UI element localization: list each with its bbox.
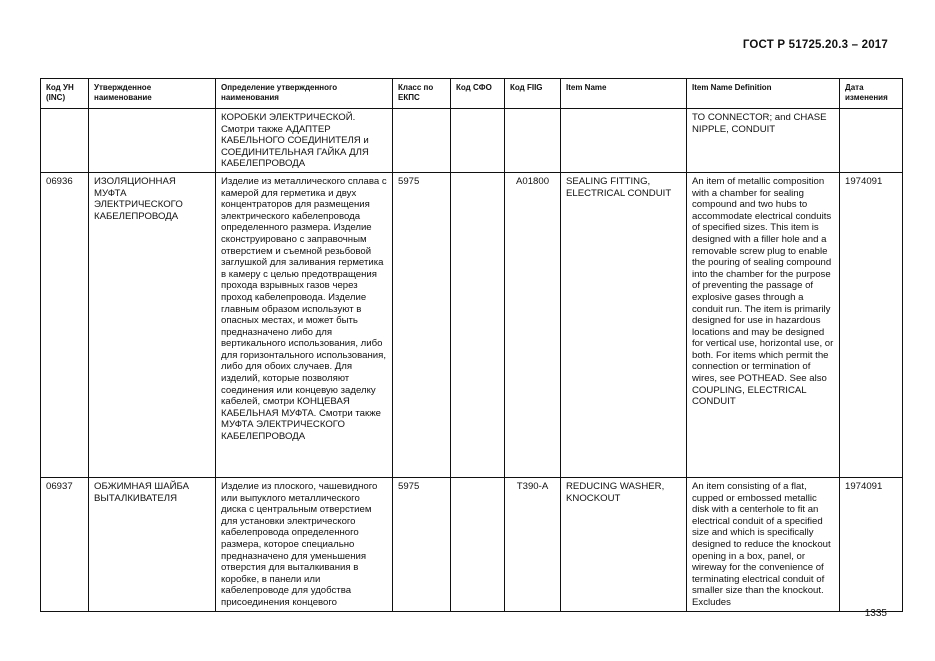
classification-table [40, 78, 903, 612]
cell-inc: 06937 [41, 477, 89, 611]
cell-item-definition: An item consisting of a flat, cupped or embossed metallic disk with a centerhole to fit an electrical conduit of a specified size and which is specifically designed to reduce the knockout opening in a box, panel, or wireway for the convenience of terminating electrical conduit of smaller size than the knockout. Excludes [687, 477, 840, 611]
col-header-fiig-code: Код FIIG [505, 79, 561, 109]
cell-inc [41, 109, 89, 173]
cell-item-definition: TO CONNECTOR; and CHASE NIPPLE, CONDUIT [687, 109, 840, 173]
cell-item-definition: An item of metallic composition with a chamber for sealing compound and two hubs to accommodate electrical conduits of specified sizes. This item is designed with a filler hole and a removable screw plug to enable the pouring of sealing compound into the chamber for the purpose of preventing the passage of explosive gases through a conduit run. The item is primarily designed for use in hazardous locations and may be designed for vertical use, horizontal use, or both. For items which permit the connection or termination of wires, see POTHEAD. See also COUPLING, ELECTRICAL CONDUIT [687, 172, 840, 477]
col-header-inc: Код УН (INC) [41, 79, 89, 109]
table-row [41, 477, 903, 611]
col-header-approved-name: Утвержденное наименование [89, 79, 216, 109]
cell-fiig-code [505, 109, 561, 173]
cell-ekps-class: 5975 [393, 172, 451, 477]
cell-approved-definition: Изделие из металлического сплава с камерой для герметика и двух концентраторов для размещения электрического кабелепровода определенного размера. Изделие сконструировано с заправочным отверстием и съемной резьбовой заглушкой для заливания герметика в камеру с целью предотвращения прохода взрывных газов через проход кабелепровода. Изделие главным образом используют в опасных местах, и может быть предназначено либо для вертикального использования, либо для горизонтального использования, либо для обоих случаев. Для изделий, которые позволяют соединения или концевую заделку кабелей, смотри КОНЦЕВАЯ КАБЕЛЬНАЯ МУФТА. Смотри также МУФТА ЭЛЕКТРИЧЕСКОГО КАБЕЛЕПРОВОДА [216, 172, 393, 477]
cell-item-name: REDUCING WASHER, KNOCKOUT [561, 477, 687, 611]
col-header-sfo-code: Код СФО [451, 79, 505, 109]
cell-inc: 06936 [41, 172, 89, 477]
col-header-item-name: Item Name [561, 79, 687, 109]
cell-change-date [840, 109, 903, 173]
cell-item-name: SEALING FITTING, ELECTRICAL CONDUIT [561, 172, 687, 477]
cell-approved-name [89, 109, 216, 173]
table-header-row [41, 79, 903, 109]
cell-fiig-code: T390-A [505, 477, 561, 611]
table-row [41, 109, 903, 173]
cell-change-date: 1974091 [840, 172, 903, 477]
col-header-change-date: Дата изменения [840, 79, 903, 109]
cell-fiig-code: A01800 [505, 172, 561, 477]
col-header-ekps-class: Класс по ЕКПС [393, 79, 451, 109]
cell-approved-definition: Изделие из плоского, чашевидного или выпуклого металлического диска с центральным отверстием для установки электрического кабелепровода определенного размера, которое специально предназначено для уменьшения отверстия для выталкивания в коробке, в панели или кабелепроводе для удобства присоединения концевого [216, 477, 393, 611]
page-number: 1335 [864, 608, 887, 619]
cell-sfo-code [451, 172, 505, 477]
cell-approved-name: ОБЖИМНАЯ ШАЙБА ВЫТАЛКИВАТЕЛЯ [89, 477, 216, 611]
cell-item-name [561, 109, 687, 173]
cell-sfo-code [451, 477, 505, 611]
col-header-item-definition: Item Name Definition [687, 79, 840, 109]
cell-sfo-code [451, 109, 505, 173]
cell-ekps-class [393, 109, 451, 173]
document-header: ГОСТ Р 51725.20.3 – 2017 [742, 39, 888, 51]
cell-approved-definition: КОРОБКИ ЭЛЕКТРИЧЕСКОЙ. Смотри также АДАПТЕР КАБЕЛЬНОГО СОЕДИНИТЕЛЯ и СОЕДИНИТЕЛЬНАЯ ГАЙКА ДЛЯ КАБЕЛЕПРОВОДА [216, 109, 393, 173]
table-row [41, 172, 903, 477]
cell-change-date: 1974091 [840, 477, 903, 611]
cell-ekps-class: 5975 [393, 477, 451, 611]
col-header-approved-definition: Определение утвержденного наименования [216, 79, 393, 109]
cell-approved-name: ИЗОЛЯЦИОННАЯ МУФТА ЭЛЕКТРИЧЕСКОГО КАБЕЛЕПРОВОДА [89, 172, 216, 477]
